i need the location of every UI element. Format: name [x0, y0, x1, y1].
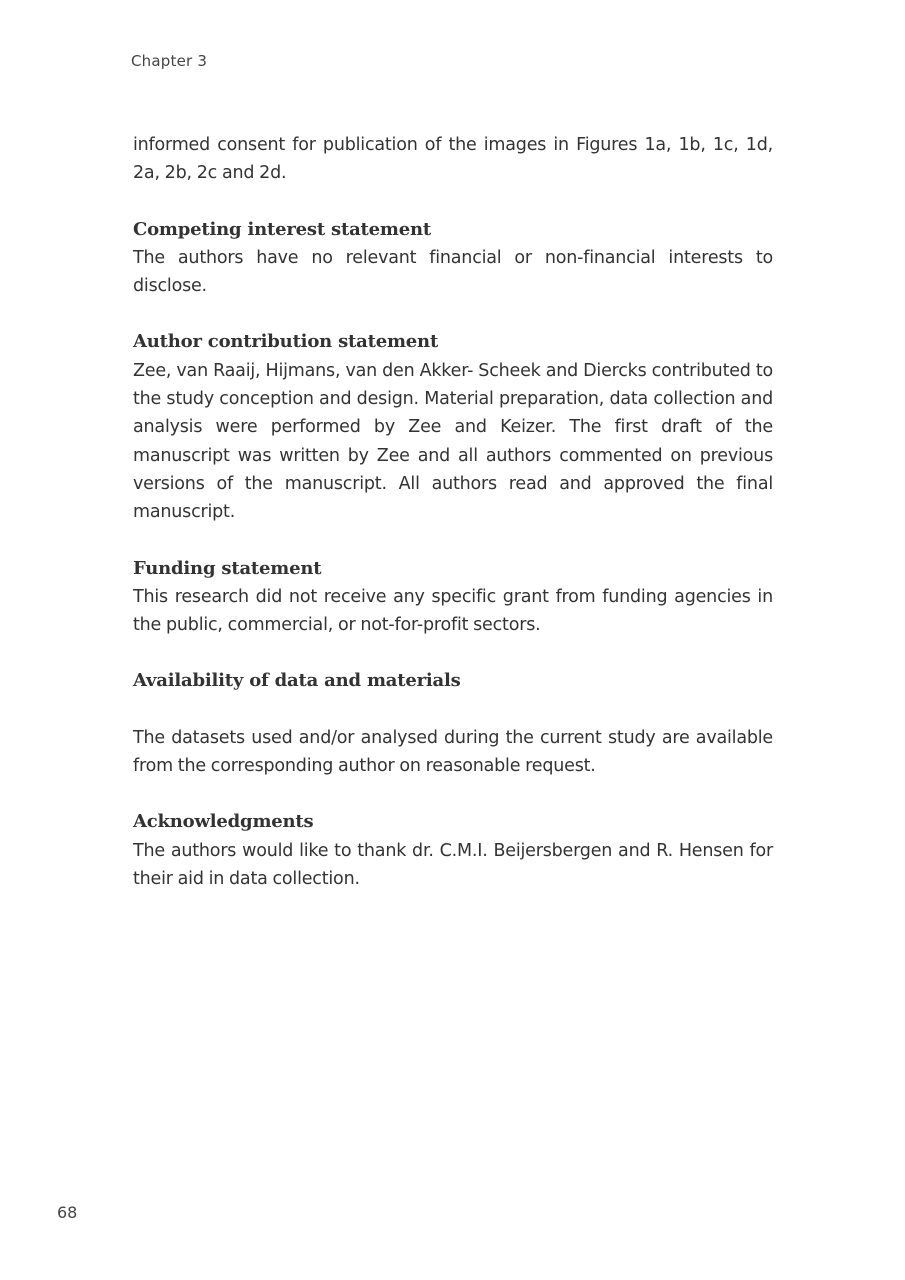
acknowledgments-heading: Acknowledgments — [133, 811, 314, 833]
acknowledgments-body: The authors would like to thank dr. C.M.I. Beijersbergen and R. Hensen for their aid in data collection. — [133, 840, 773, 889]
competing-interest-heading: Competing interest statement — [133, 218, 432, 240]
author-contribution-heading: Author contribution statement — [133, 331, 439, 353]
author-contribution-body: Zee, van Raaij, Hijmans, van den Akker- Scheek and Diercks contributed to the study conception and design. Material preparation, data collection and analysis were performed by Zee and Keizer. The first draft of the manuscript was written by Zee and all authors commented on previous versions of the manuscript. All authors read and approved the final manuscript. — [133, 360, 773, 523]
running-head: Chapter 3 — [131, 52, 208, 70]
availability-body: The datasets used and/or analysed during the current study are available from the corresponding author on reasonable request. — [133, 727, 773, 777]
funding-body: This research did not receive any specific grant from funding agencies in the public, commercial, or not-for-profit sectors. — [133, 586, 773, 636]
continued-paragraph: informed consent for publication of the images in Figures 1a, 1b, 1c, 1d, 2a, 2b, 2c and 2d. — [133, 135, 773, 184]
competing-interest-body: The authors have no relevant financial or non-financial interests to disclose. — [133, 247, 773, 297]
funding-heading: Funding statement — [133, 557, 322, 579]
page-number: 68 — [57, 1203, 78, 1222]
availability-heading: Availability of data and materials — [133, 670, 461, 692]
page-body — [133, 131, 773, 893]
